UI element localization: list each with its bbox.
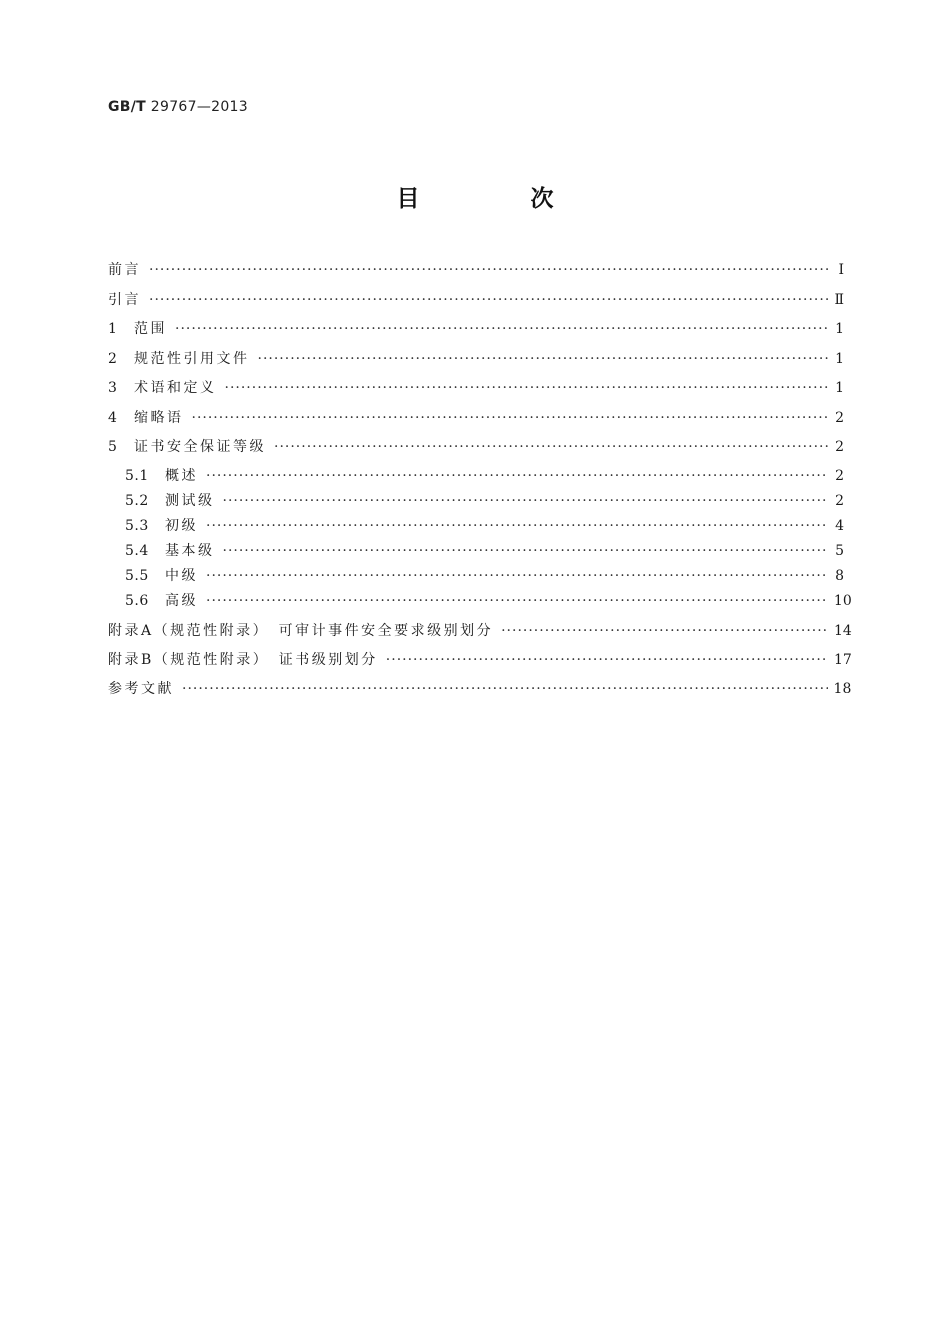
- toc-entry-label: 前言: [108, 262, 141, 278]
- toc-leader-dots: [206, 565, 828, 587]
- toc-entry-page: 1: [835, 351, 844, 367]
- toc-entry-number: 5.3: [125, 518, 149, 534]
- toc-entry-number: 4: [108, 410, 118, 426]
- toc-leader-dots: [274, 436, 828, 458]
- toc-entry-label: 证书安全保证等级: [134, 439, 266, 455]
- toc-entry-label: 引言: [108, 292, 141, 308]
- toc-entry-page: 5: [835, 543, 844, 559]
- toc-entry-page: 8: [835, 568, 844, 584]
- toc-leader-dots: [501, 620, 828, 642]
- toc-entry-label: 基本级: [165, 543, 215, 559]
- toc-entry-page: 2: [835, 410, 844, 426]
- toc-entry[interactable]: [108, 407, 844, 429]
- toc-entry[interactable]: [108, 620, 852, 642]
- toc-leader-dots: [182, 678, 828, 700]
- toc-subentry[interactable]: [125, 565, 844, 587]
- toc-leader-dots: [206, 590, 828, 612]
- standard-prefix: GB/T: [108, 99, 147, 115]
- toc-entry-page: 2: [835, 439, 844, 455]
- toc-leader-dots: [149, 289, 828, 311]
- toc-entry-number: 5.4: [125, 543, 149, 559]
- toc-entry[interactable]: [108, 377, 844, 399]
- toc-entry-label: 规范性引用文件: [134, 351, 250, 367]
- toc-leader-dots: [149, 259, 828, 281]
- toc-entry-number: 1: [108, 321, 118, 337]
- toc-subentry[interactable]: [125, 515, 844, 537]
- toc-entry-number: 5.1: [125, 468, 149, 484]
- toc-leader-dots: [225, 377, 829, 399]
- toc-leader-dots: [223, 490, 829, 512]
- toc-leader-dots: [206, 465, 828, 487]
- toc-entry-page: Ⅱ: [834, 292, 844, 308]
- toc-entry-number: 3: [108, 380, 118, 396]
- toc-entry-label: 高级: [165, 593, 198, 609]
- toc-entry[interactable]: [108, 259, 844, 281]
- toc-entry[interactable]: [108, 436, 844, 458]
- toc-entry-label: 附录B（规范性附录） 证书级别划分: [108, 652, 378, 668]
- toc-entry-label: 初级: [165, 518, 198, 534]
- toc-entry-page: 2: [835, 493, 844, 509]
- toc-entry[interactable]: [108, 289, 844, 311]
- toc-subentry[interactable]: [125, 465, 844, 487]
- toc-entry-number: 5: [108, 439, 118, 455]
- toc-leader-dots: [206, 515, 828, 537]
- toc-entry-page: 14: [834, 623, 852, 639]
- toc-entry-number: 5.6: [125, 593, 149, 609]
- toc-entry-page: 18: [833, 681, 852, 697]
- standard-code: [108, 99, 248, 115]
- toc-entry-label: 测试级: [165, 493, 215, 509]
- toc-entry[interactable]: [108, 649, 852, 671]
- toc-entry-label: 参考文献: [108, 681, 174, 697]
- toc-entry-label: 中级: [165, 568, 198, 584]
- standard-number: 29767—2013: [150, 99, 248, 115]
- toc-entry-page: 1: [835, 321, 844, 337]
- toc-leader-dots: [175, 318, 828, 340]
- toc-entry-label: 缩略语: [134, 410, 184, 426]
- toc-entry-label: 概述: [165, 468, 198, 484]
- toc-entry-page: Ⅰ: [838, 262, 844, 278]
- toc-leader-dots: [223, 540, 829, 562]
- toc-entry-label: 术语和定义: [134, 380, 217, 396]
- toc-entry-page: 1: [835, 380, 844, 396]
- toc-subentry[interactable]: [125, 590, 852, 612]
- toc-entry-label: 附录A（规范性附录） 可审计事件安全要求级别划分: [108, 623, 494, 639]
- toc-entry[interactable]: [108, 348, 844, 370]
- toc-entry-number: 5.5: [125, 568, 149, 584]
- toc-subentry[interactable]: [125, 540, 844, 562]
- toc-leader-dots: [386, 649, 828, 671]
- toc-leader-dots: [258, 348, 829, 370]
- toc-entry-page: 2: [835, 468, 844, 484]
- toc-entry-number: 5.2: [125, 493, 149, 509]
- toc-entry-page: 4: [835, 518, 844, 534]
- toc-entry-page: 17: [834, 652, 852, 668]
- toc-entry[interactable]: [108, 318, 844, 340]
- toc-entry-label: 范围: [134, 321, 167, 337]
- toc-leader-dots: [192, 407, 829, 429]
- toc-entry[interactable]: [108, 678, 852, 700]
- toc-entry-page: 10: [833, 593, 852, 609]
- toc-entry-number: 2: [108, 351, 118, 367]
- toc-title: 目 次: [396, 186, 598, 212]
- toc-subentry[interactable]: [125, 490, 844, 512]
